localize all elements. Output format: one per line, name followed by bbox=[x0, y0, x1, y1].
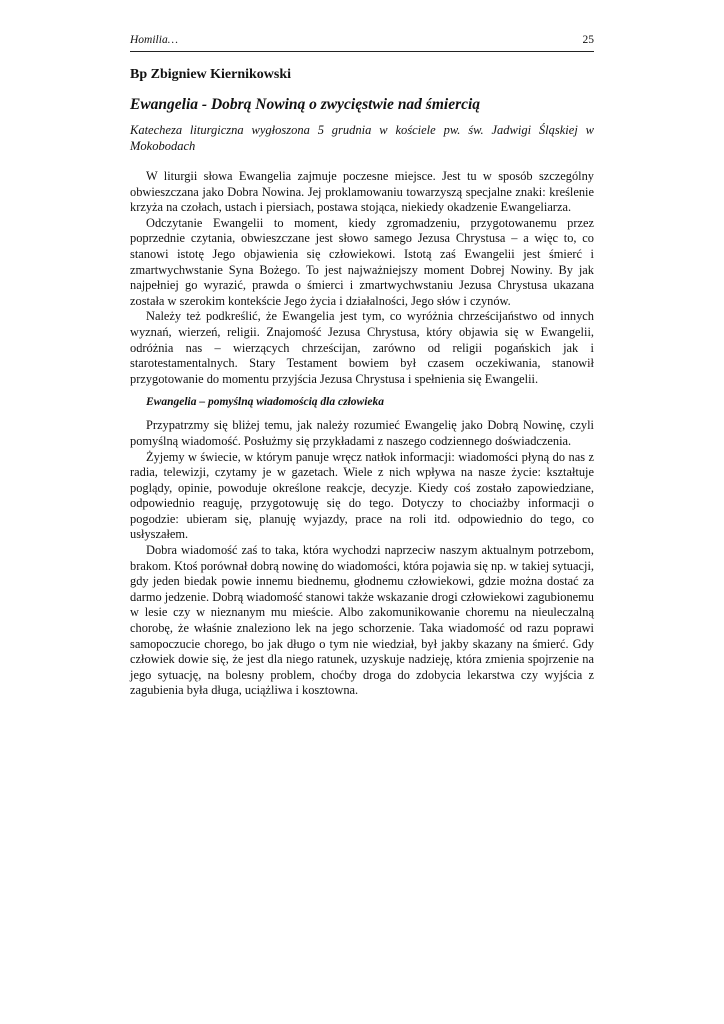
section-heading: Ewangelia – pomyślną wiadomością dla człowieka bbox=[146, 396, 384, 409]
running-title: Homilia… bbox=[130, 34, 178, 46]
article-subtitle: Katecheza liturgiczna wygłoszona 5 grudnia w kościele pw. św. Jadwigi Śląskiej w Mokobodach bbox=[130, 123, 594, 153]
running-header bbox=[130, 34, 594, 52]
paragraph: Dobra wiadomość zaś to taka, która wychodzi naprzeciw naszym aktualnym potrzebom, brakom. Ktoś porównał dobrą nowinę do wiadomości, która pojawia się np. w takiej sytuacji, gdy jeden biedak powie innemu biednemu, głodnemu człowiekowi, gdzie można dostać za darmo jedzenie. Dobrą wiadomość stanowi także wskazanie drogi człowiekowi zagubionemu w lesie czy w nieznanym mu mieście. Albo zakomunikowanie choremu na nieuleczalną chorobę, że właśnie znaleziono lek na jego schorzenie. Taka wiadomość od razu poprawi samopoczucie chorego, bo jak długo o tym nie wiedział, był jakby skazany na śmierć. Gdy człowiek dowie się, że jest dla niego ratunek, uzyskuje nadzieję, która zmienia spojrzenie na jego sytuację, na bolesny problem, choćby droga do zdobycia lekarstwa czy wyjścia z zagubienia była długa, uciążliwa i kosztowna. bbox=[130, 543, 594, 698]
article-body bbox=[130, 169, 594, 699]
article-title: Ewangelia - Dobrą Nowiną o zwycięstwie nad śmiercią bbox=[130, 96, 481, 113]
paragraph: Odczytanie Ewangelii to moment, kiedy zgromadzeniu, przygotowanemu przez poprzednie czytania, obwieszczane jest słowo samego Jezusa Chrystusa – a więc to, co stanowi istotę Jego objawienia się człowiekowi. Istotą zaś Ewangelii jest śmierć i zmartwychwstanie Syna Bożego. To jest najważniejszy moment Dobrej Nowiny. By jak najpełniej go wyrazić, prawda o śmierci i zmartwychwstaniu Jezusa Chrystusa ukazana została w szerokim kontekście Jego życia i działalności, Jego słów i czynów. bbox=[130, 215, 594, 308]
paragraph: W liturgii słowa Ewangelia zajmuje poczesne miejsce. Jest tu w sposób szczególny obwieszczana jako Dobra Nowina. Jej proklamowaniu towarzyszą specjalne znaki: kreślenie krzyża na czołach, ustach i piersiach, postawa stojąca, niekiedy okadzenie Ewangeliarza. bbox=[130, 169, 594, 215]
paragraph: Żyjemy w świecie, w którym panuje wręcz natłok informacji: wiadomości płyną do nas z radia, telewizji, czytamy je w gazetach. Wiele z nich wpływa na nasze życie: kształtuje poglądy, opinie, powoduje określone reakcje, decyzje. Kiedy coś zostało zapowiedziane, odpowiednio reaguję, przygotowuję się do tego. Dotyczy to chociażby informacji o pogodzie: ubieram się, planuję wyjazdy, prace na roli itd. odpowiednio do tego, co usłyszałem. bbox=[130, 449, 594, 542]
author-name: Bp Zbigniew Kiernikowski bbox=[130, 67, 292, 82]
document-page bbox=[130, 0, 594, 699]
page-number: 25 bbox=[582, 34, 594, 46]
paragraph: Należy też podkreślić, że Ewangelia jest tym, co wyróżnia chrześcijaństwo od innych wyznań, wierzeń, religii. Znajomość Jezusa Chrystusa, który objawia się w Ewangelii, odróżnia nas – wierzących chrześcijan, zarówno od religii pogańskich jak i starotestamentalnych. Stary Testament bowiem był czasem oczekiwania, stanowił przygotowanie do momentu przyjścia Jezusa Chrystusa i spełnienia się Ewangelii. bbox=[130, 309, 594, 386]
paragraph: Przypatrzmy się bliżej temu, jak należy rozumieć Ewangelię jako Dobrą Nowinę, czyli pomyślną wiadomość. Posłużmy się przykładami z naszego codziennego doświadczenia. bbox=[130, 418, 594, 448]
